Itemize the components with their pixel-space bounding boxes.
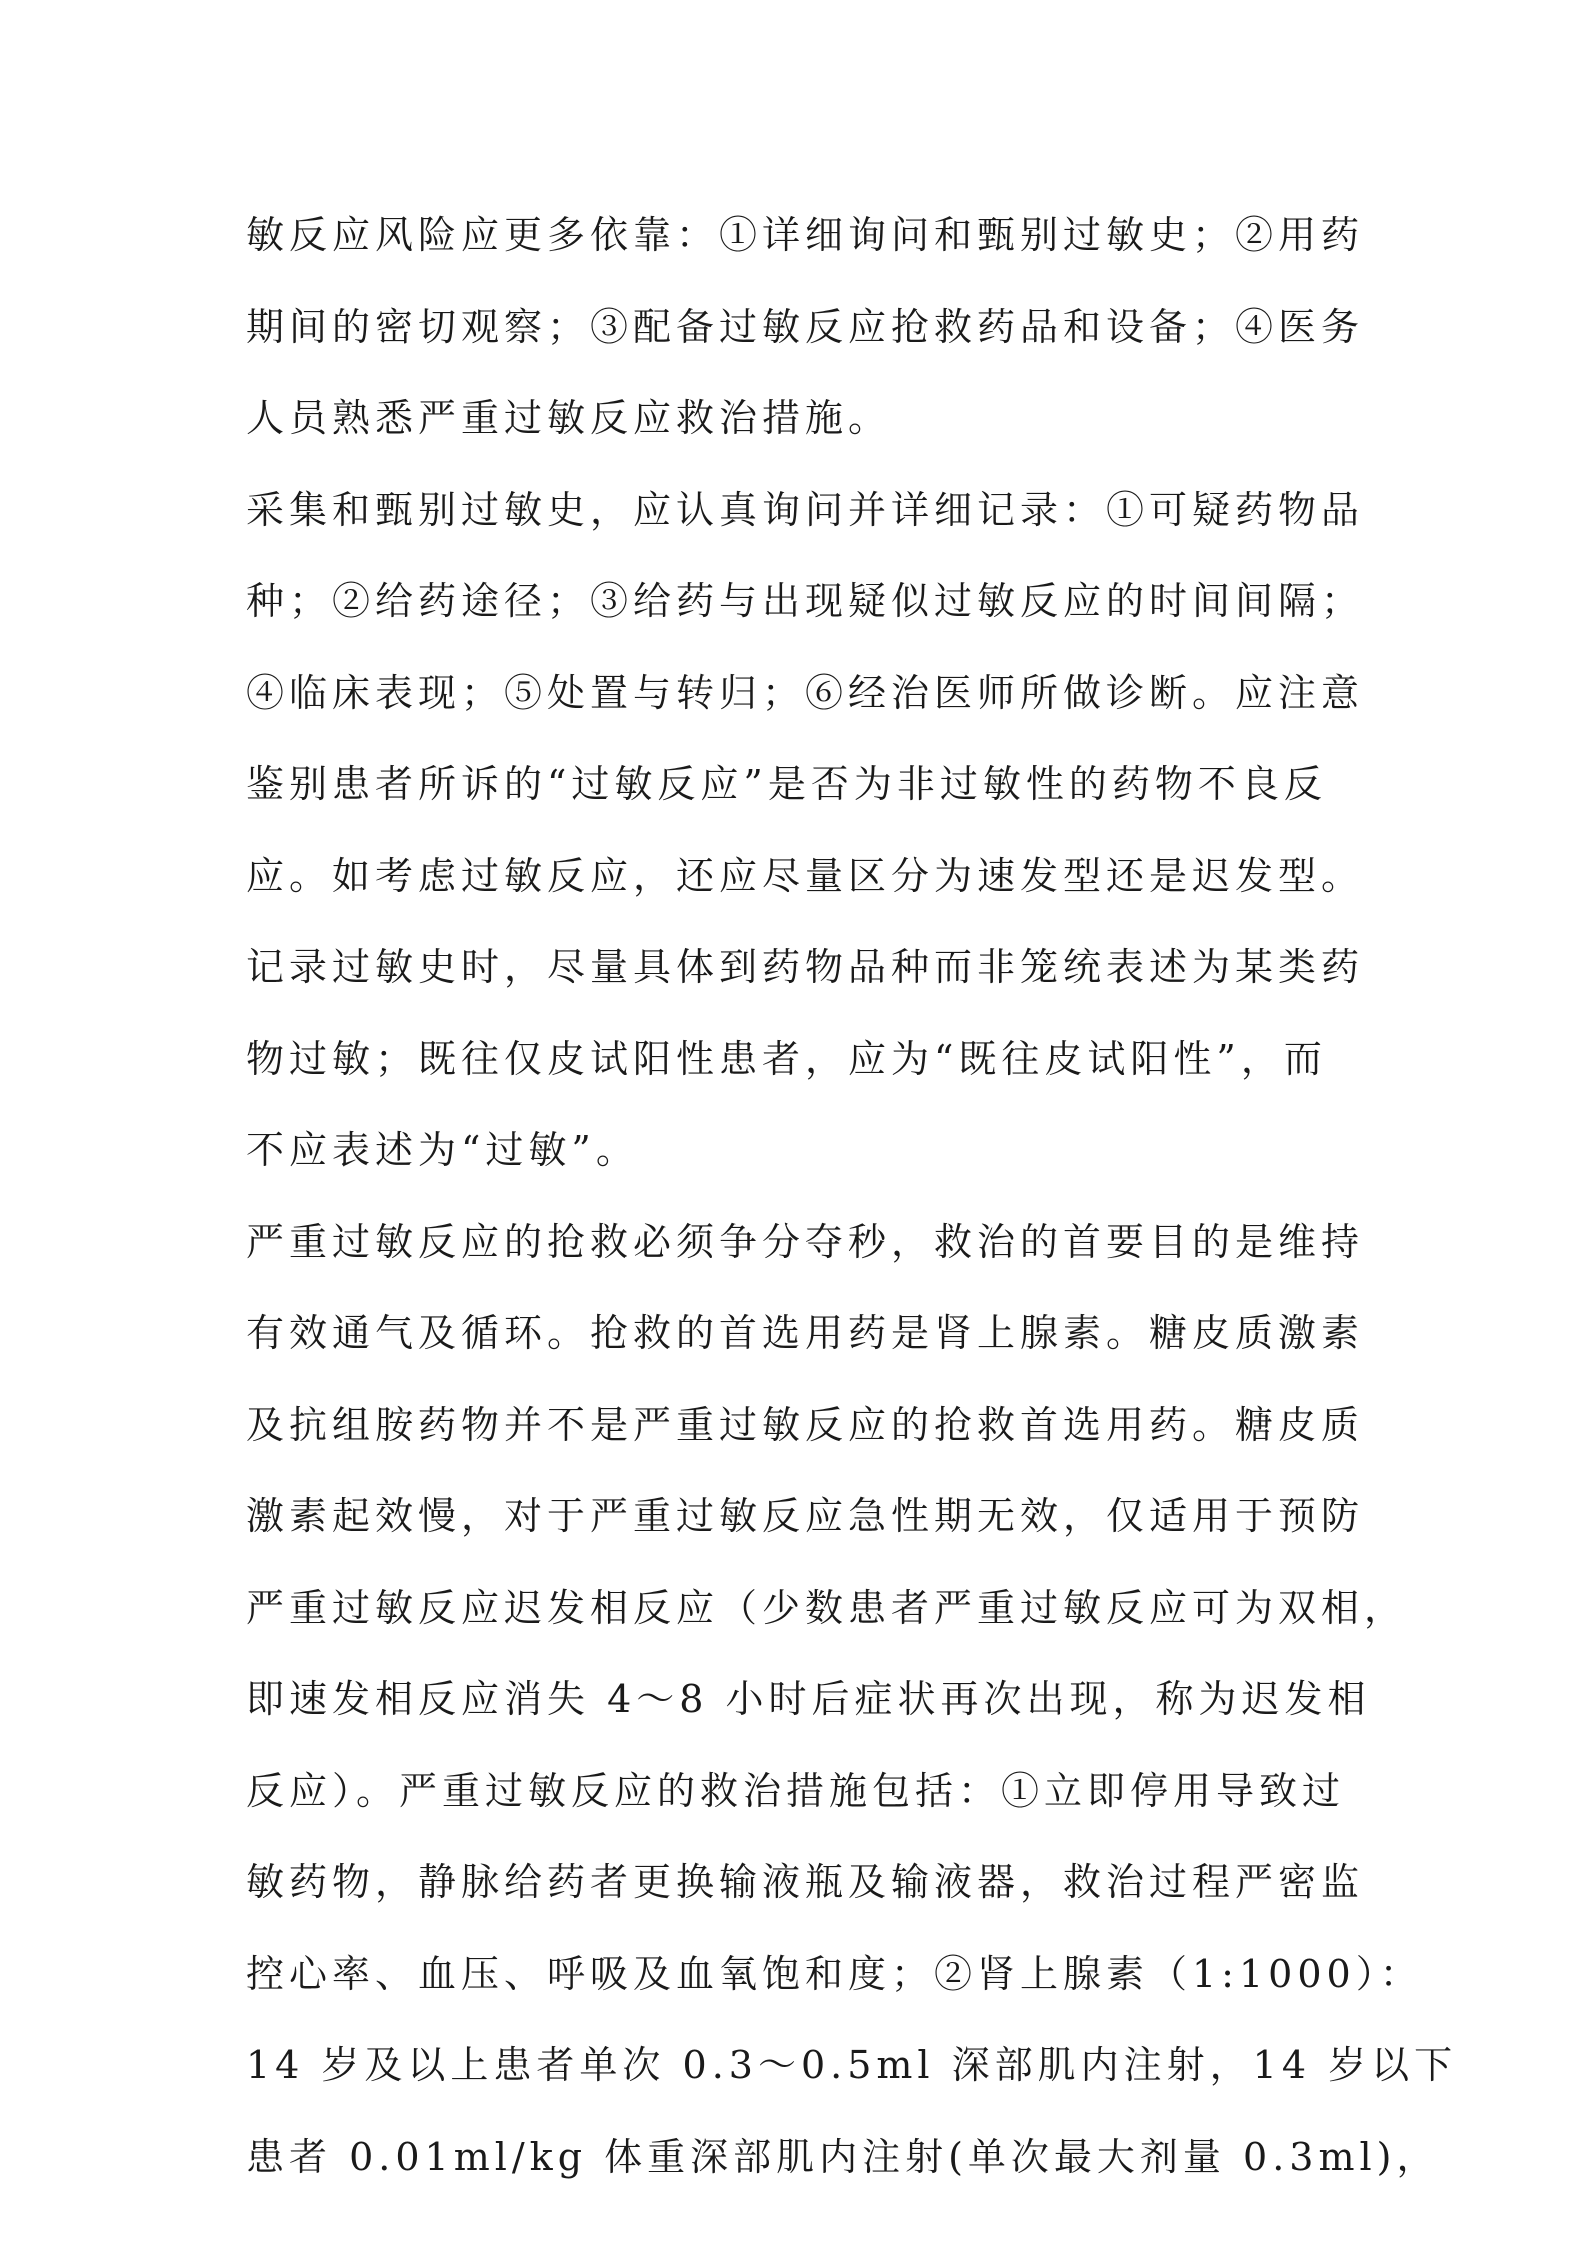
text-line: 控心率、血压、呼吸及血氧饱和度；②肾上腺素（1:1000）： [246, 1951, 1423, 1996]
text-line: 采集和甄别过敏史，应认真询问并详细记录：①可疑药物品 [246, 487, 1365, 532]
text-line: 14 岁及以上患者单次 0.3～0.5ml 深部肌内注射，14 岁以下 [246, 2043, 1458, 2087]
text-line: 鉴别患者所诉的“过敏反应”是否为非过敏性的药物不良反 [246, 762, 1327, 806]
text-line: 严重过敏反应的抢救必须争分夺秒，救治的首要目的是维持 [246, 1219, 1365, 1264]
text-line: 患者 0.01ml/kg 体重深部肌内注射(单次最大剂量 0.3ml)， [246, 2134, 1440, 2179]
text-line: 不应表述为“过敏”。 [246, 1128, 639, 1172]
text-line: 有效通气及循环。抢救的首选用药是肾上腺素。糖皮质激素 [246, 1311, 1365, 1355]
text-line: 种；②给药途径；③给药与出现疑似过敏反应的时间间隔； [246, 579, 1365, 623]
text-line: 反应）。严重过敏反应的救治措施包括：①立即停用导致过 [246, 1768, 1346, 1813]
text-line: 激素起效慢，对于严重过敏反应急性期无效，仅适用于预防 [246, 1494, 1365, 1538]
text-line: 物过敏；既往仅皮试阳性患者，应为“既往皮试阳性”，而 [246, 1036, 1327, 1081]
text-line: ④临床表现；⑤处置与转归；⑥经治医师所做诊断。应注意 [246, 670, 1365, 715]
body-text [246, 190, 1458, 2203]
text-line: 敏反应风险应更多依靠：①详细询问和甄别过敏史；②用药 [246, 213, 1365, 257]
text-line: 及抗组胺药物并不是严重过敏反应的抢救首选用药。糖皮质 [246, 1402, 1365, 1447]
text-line: 记录过敏史时，尽量具体到药物品种而非笼统表述为某类药 [246, 945, 1365, 989]
text-line: 期间的密切观察；③配备过敏反应抢救药品和设备；④医务 [246, 304, 1365, 349]
text-line: 敏药物，静脉给药者更换输液瓶及输液器，救治过程严密监 [246, 1860, 1365, 1904]
text-line: 应。如考虑过敏反应，还应尽量区分为速发型还是迟发型。 [246, 853, 1365, 898]
text-line: 即速发相反应消失 4～8 小时后症状再次出现，称为迟发相 [246, 1677, 1371, 1721]
text-line: 严重过敏反应迟发相反应（少数患者严重过敏反应可为双相， [246, 1585, 1408, 1630]
text-line: 人员熟悉严重过敏反应救治措施。 [246, 396, 892, 440]
